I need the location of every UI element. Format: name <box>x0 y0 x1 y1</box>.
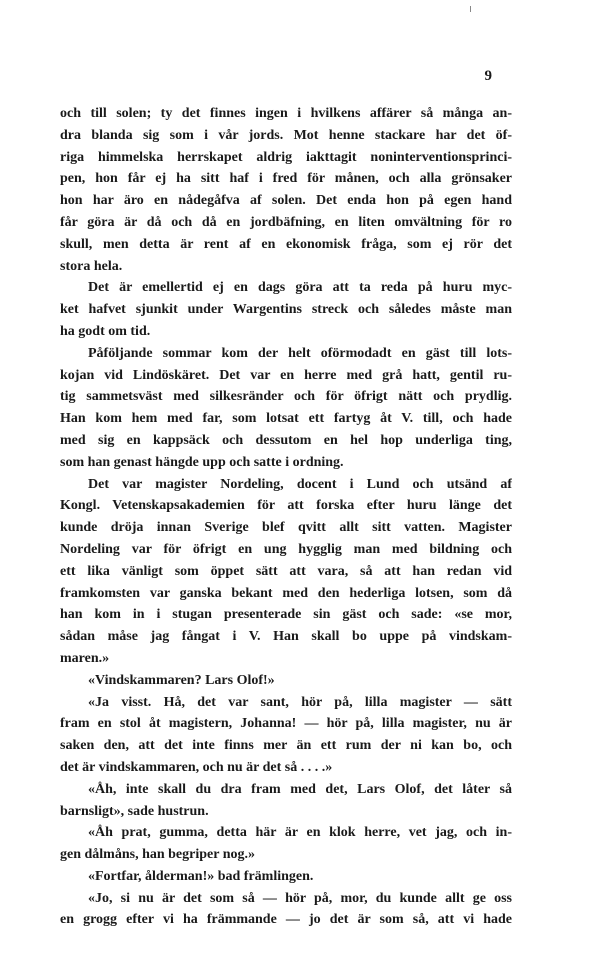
text-line: kunde dröja innan Sverige blef qvitt allt sitt vatten. Magister <box>60 520 512 536</box>
text-line: «Vindskammaren? Lars Olof!» <box>88 672 275 688</box>
text-line: dra blanda sig som i vår jords. Mot henne stackare har det öf- <box>60 127 512 143</box>
text-line: och till solen; ty det finnes ingen i hvilkens affärer så många an- <box>60 106 512 121</box>
text-line: saken den, att det inte finns mer än ett rum der ni kan bo, och <box>60 738 512 754</box>
text-line: stora hela. <box>60 258 123 274</box>
text-line: ett lika vänligt som öppet sätt att vara, så att han redan vid <box>60 563 512 579</box>
text-line: Han kom hem med far, som lotsat ett fartyg åt V. till, och hade <box>60 411 512 427</box>
text-line: «Åh prat, gumma, detta här är en klok herre, vet jag, och in- <box>88 825 512 841</box>
text-line: gen dålmåns, han begriper nog.» <box>60 847 255 863</box>
text-line: som han genast hängde upp och satte i ordning. <box>60 454 344 470</box>
text-line: får göra är då och då en jordbäfning, en liten omvältning för ro <box>60 214 512 230</box>
page-number: 9 <box>484 68 492 84</box>
text-line: skull, men detta är rent af en ekonomisk fråga, som ej rör det <box>60 236 512 252</box>
body-text <box>60 103 512 931</box>
text-line: Kongl. Vetenskapsakademien för att forska efter huru länge det <box>60 498 512 514</box>
text-line: det är vindskammaren, och nu är det så . . . .» <box>60 759 333 775</box>
text-line: Det är emellertid ej en dags göra att ta reda på huru myc- <box>88 280 512 296</box>
text-line: tig sammetsväst med silkesränder och för öfrigt nätt och prydlig. <box>60 389 512 405</box>
text-line: pen, hon får ej ha sitt haf i fred för månen, och alla grönsaker <box>60 171 512 187</box>
text-line: Det var magister Nordeling, docent i Lund och utsänd af <box>88 476 512 492</box>
text-line: hon har äro en nådegåfva af solen. Det enda hon på egen hand <box>60 193 512 209</box>
text-line: Påföljande sommar kom der helt oförmodadt en gäst till lots- <box>88 345 512 361</box>
scan-mark <box>470 6 471 12</box>
text-line: fram en stol åt magistern, Johanna! — hör på, lilla magister, nu är <box>60 716 512 732</box>
text-line: Nordeling var för öfrigt en ung hygglig man med bildning och <box>60 541 512 557</box>
text-line: ha godt om tid. <box>60 323 151 339</box>
text-line: med sig en kappsäck och dessutom en hel hop underliga ting, <box>60 432 512 448</box>
text-line: «Åh, inte skall du dra fram med det, Lars Olof, det låter så <box>88 781 512 797</box>
text-line: en grogg efter vi ha främmande — jo det är som så, att vi hade <box>60 912 512 928</box>
text-line: framkomsten var ganska bekant med den hederliga lotsen, som då <box>60 585 512 601</box>
text-line: «Fortfar, ålderman!» bad främlingen. <box>88 868 314 884</box>
text-line: maren.» <box>60 650 110 666</box>
text-line: sådan måse jag fångat i V. Han skall bo uppe på vindskam- <box>60 629 512 645</box>
text-line: han kom in i stugan presenterade sin gäst och sade: «se mor, <box>60 607 512 623</box>
text-line: «Jo, si nu är det som så — hör på, mor, du kunde allt ge oss <box>88 890 512 906</box>
text-line: barnsligt», sade hustrun. <box>60 803 209 819</box>
text-line: ket hafvet sjunkit under Wargentins streck och således måste man <box>60 302 512 318</box>
text-line: riga himmelska herrskapet aldrig iakttagit noninterventionsprinci- <box>60 149 512 165</box>
text-line: «Ja visst. Hå, det var sant, hör på, lilla magister — sätt <box>88 694 512 710</box>
text-line: kojan vid Lindöskäret. Det var en herre med grå hatt, gentil ru- <box>60 367 512 383</box>
